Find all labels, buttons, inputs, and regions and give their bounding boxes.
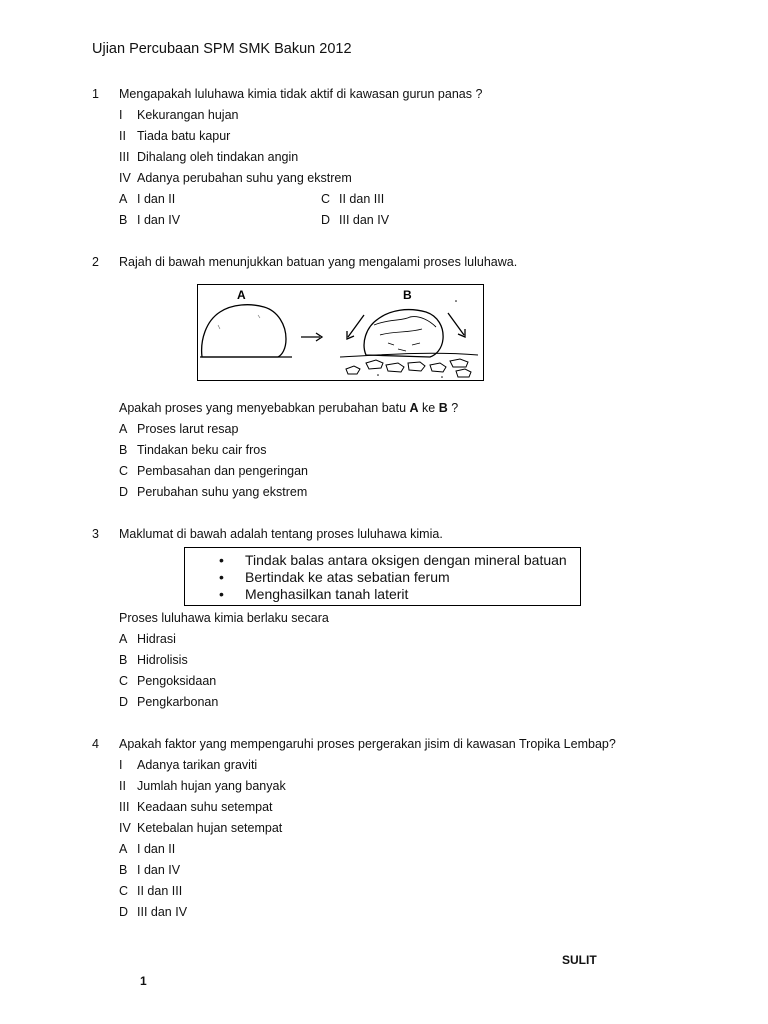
rock-weathering-figure <box>197 284 484 381</box>
page-header: Ujian Percubaan SPM SMK Bakun 2012 <box>92 41 352 57</box>
answer-option-a[interactable]: A Hidrasi <box>119 632 176 646</box>
question-3-options <box>92 611 692 711</box>
question-number: 1 <box>92 87 99 101</box>
answer-option-b[interactable]: B Hidrolisis <box>119 653 188 667</box>
question-2 <box>92 255 692 275</box>
question-3 <box>92 527 692 547</box>
statement-item: III Dihalang oleh tindakan angin <box>119 150 299 164</box>
question-stem: Maklumat di bawah adalah tentang proses luluhawa kimia. <box>119 527 443 541</box>
statement-item: I Kekurangan hujan <box>119 108 239 122</box>
statement-item: IV Adanya perubahan suhu yang ekstrem <box>119 171 352 185</box>
question-prompt: Apakah proses yang menyebabkan perubahan batu A ke B ? <box>119 401 459 415</box>
answer-option-d[interactable]: D III dan IV <box>321 213 390 227</box>
question-stem: Rajah di bawah menunjukkan batuan yang mengalami proses luluhawa. <box>119 255 518 269</box>
answer-option-c[interactable]: C Pembasahan dan pengeringan <box>119 464 308 478</box>
figure-label-a: A <box>237 288 246 302</box>
statement-item: II Jumlah hujan yang banyak <box>119 779 286 793</box>
question-1 <box>92 87 692 237</box>
question-stem: Apakah faktor yang mempengaruhi proses pergerakan jisim di kawasan Tropika Lembap? <box>119 737 616 751</box>
answer-option-a[interactable]: A Proses larut resap <box>119 422 239 436</box>
question-4 <box>92 737 692 922</box>
page-number: 1 <box>140 974 147 988</box>
question-number: 3 <box>92 527 99 541</box>
question-number: 2 <box>92 255 99 269</box>
answer-option-c[interactable]: C II dan III <box>119 884 183 898</box>
answer-option-b[interactable]: B I dan IV <box>119 863 181 877</box>
answer-option-c[interactable]: C II dan III <box>321 192 385 206</box>
answer-option-d[interactable]: D Perubahan suhu yang ekstrem <box>119 485 308 499</box>
figure-label-b: B <box>403 288 412 302</box>
answer-option-c[interactable]: C Pengoksidaan <box>119 674 217 688</box>
sulit-label: SULIT <box>562 953 597 967</box>
info-box: • Tindak balas antara oksigen dengan mineral batuan • Bertindak ke atas sebatian ferum • Menghasilkan tanah laterit <box>184 547 581 606</box>
question-stem: Mengapakah luluhawa kimia tidak aktif di kawasan gurun panas ? <box>119 87 483 101</box>
answer-option-b[interactable]: B Tindakan beku cair fros <box>119 443 267 457</box>
statement-item: I Adanya tarikan graviti <box>119 758 258 772</box>
rock-illustration <box>198 285 483 380</box>
question-prompt: Proses luluhawa kimia berlaku secara <box>119 611 329 625</box>
answer-option-b[interactable]: B I dan IV <box>119 213 181 227</box>
answer-option-d[interactable]: D Pengkarbonan <box>119 695 219 709</box>
answer-option-a[interactable]: A I dan II <box>119 192 176 206</box>
question-2-options <box>92 401 692 501</box>
statement-item: IV Ketebalan hujan setempat <box>119 821 283 835</box>
question-number: 4 <box>92 737 99 751</box>
statement-item: III Keadaan suhu setempat <box>119 800 273 814</box>
answer-option-d[interactable]: D III dan IV <box>119 905 188 919</box>
statement-item: II Tiada batu kapur <box>119 129 231 143</box>
answer-option-a[interactable]: A I dan II <box>119 842 176 856</box>
